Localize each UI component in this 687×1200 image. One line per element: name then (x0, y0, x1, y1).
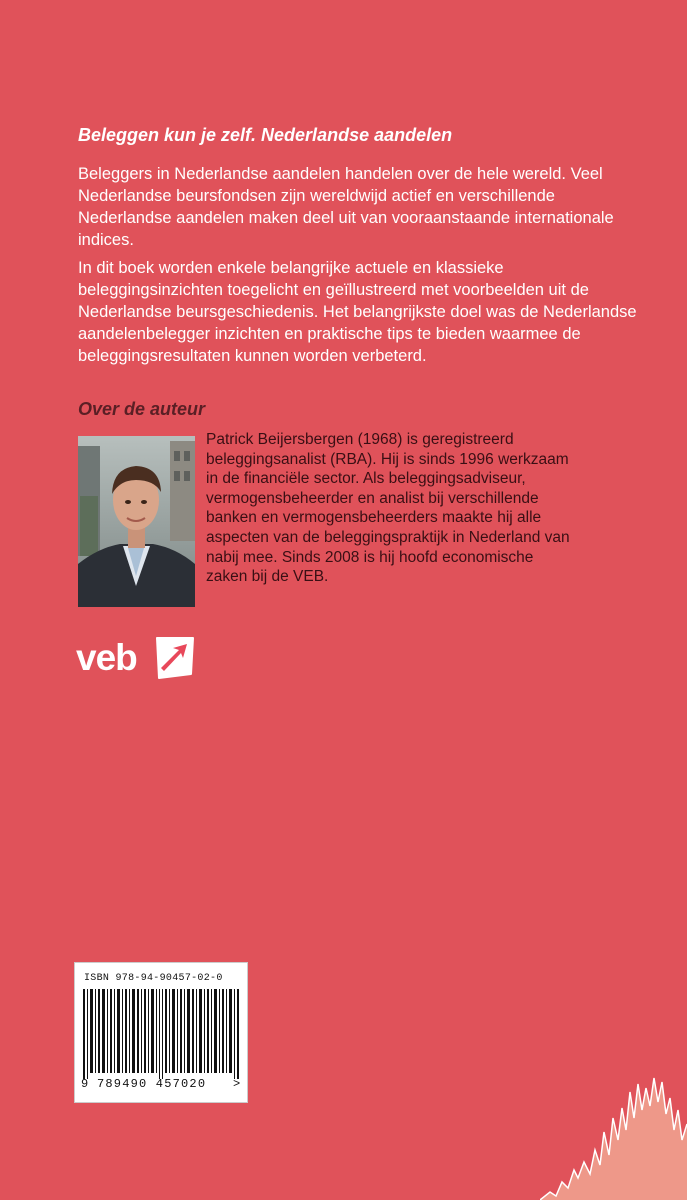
barcode-bars (83, 989, 241, 1079)
veb-logo (76, 634, 196, 684)
barcode-number: 789490 457020 (97, 1077, 207, 1091)
barcode-tail-mark: > (233, 1077, 241, 1091)
author-portrait-image (78, 436, 195, 607)
book-title: Beleggen kun je zelf. Nederlandse aandelen (78, 125, 453, 145)
description-paragraph: In dit boek worden enkele belangrijke actuele en klassieke beleggingsinzichten toegelicht en geïllustreerd met voorbeelden uit de Nederlandse beursgeschiedenis. Het belangrijkste doel was de Nederlandse aandelenbelegger inzichten en praktische tips te bieden waarmee de beleggingsresultaten kunnen worden verbeterd. (78, 259, 637, 365)
isbn-label: ISBN 978-94-90457-02-0 (84, 973, 223, 984)
arrow-logo-icon (151, 634, 197, 682)
author-photo (78, 436, 195, 607)
barcode (74, 962, 248, 1103)
veb-logo-text: veb (76, 637, 137, 678)
author-heading: Over de auteur (78, 399, 206, 419)
intro-paragraph: Beleggers in Nederlandse aandelen handelen over de hele wereld. Veel Nederlandse beursfondsen zijn wereldwijd actief en verschillende Nederlandse aandelen maken deel uit van vooraanstaande internationale indices. (78, 165, 614, 249)
stock-graph-decoration (540, 1070, 687, 1200)
author-bio: Patrick Beijersbergen (1968) is geregistreerd beleggingsanalist (RBA). Hij is sinds 1996 werkzaam in de financiële sector. Als beleggingsadviseur, vermogensbeheerder en analist bij verschillende banken en vermogensbeheerders maakte hij alle aspecten van de beleggingspraktijk in Nederland van nabij mee. Sinds 2008 is hij hoofd economische zaken bij de VEB. (206, 431, 570, 586)
barcode-lead-digit: 9 (81, 1077, 89, 1091)
